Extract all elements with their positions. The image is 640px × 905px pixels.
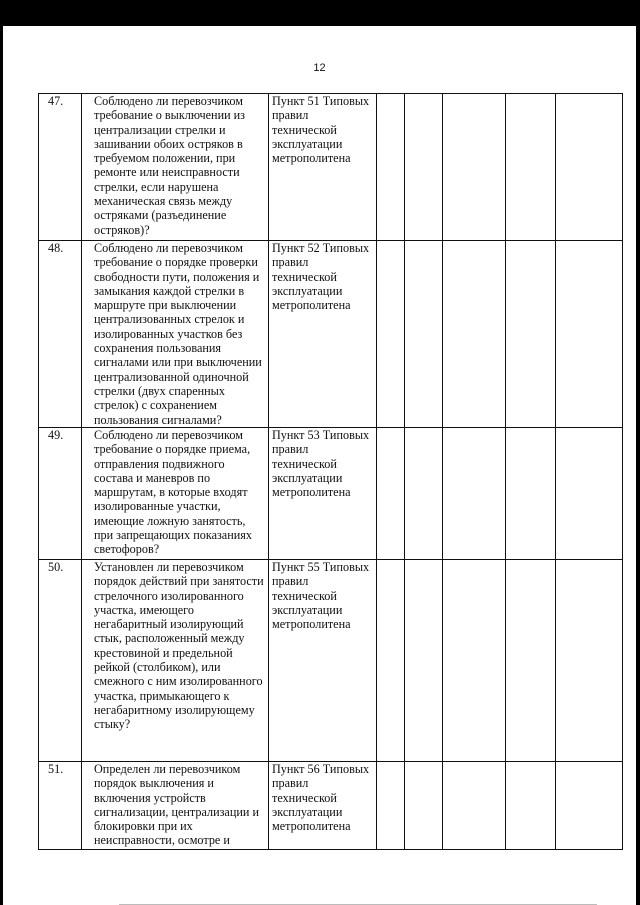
- reference-text: Пункт 55 Типовых правил технической эксплуатации метрополитена: [272, 560, 370, 632]
- answer-cell: [443, 94, 506, 241]
- answer-cell: [556, 94, 623, 241]
- answer-cell: [377, 428, 405, 560]
- row-number-cell: [39, 241, 82, 428]
- reference-cell: [269, 241, 377, 428]
- answer-cell: [556, 241, 623, 428]
- answer-cell: [506, 762, 556, 850]
- document-page: [3, 26, 636, 905]
- answer-cell: [556, 560, 623, 762]
- question-cell: [82, 762, 269, 850]
- answer-cell: [506, 94, 556, 241]
- answer-cell: [443, 428, 506, 560]
- row-number: 51.: [48, 762, 64, 776]
- answer-cell: [443, 762, 506, 850]
- question-cell: [82, 560, 269, 762]
- table-row: [39, 560, 623, 762]
- answer-cell: [405, 94, 443, 241]
- checklist-table: [38, 93, 623, 850]
- question-cell: [82, 94, 269, 241]
- table-row: [39, 241, 623, 428]
- answer-cell: [443, 241, 506, 428]
- table-row: [39, 428, 623, 560]
- question-text: Определен ли перевозчиком порядок выключения и включения устройств сигнализации, централизации и блокировки при их неисправности, осмотре и: [94, 762, 259, 848]
- row-number-cell: [39, 94, 82, 241]
- page-number: 12: [313, 62, 326, 74]
- row-number-cell: [39, 428, 82, 560]
- question-text: Соблюдено ли перевозчиком требование о выключении из централизации стрелки и зашивании обоих остряков в требуемом положении, при ремонте или неисправности стрелки, если нарушена механическая связь между остряками (разъединение остряков)?: [94, 94, 245, 237]
- table-row: [39, 762, 623, 850]
- answer-cell: [506, 560, 556, 762]
- reference-text: Пункт 51 Типовых правил технической эксплуатации метрополитена: [272, 94, 370, 166]
- question-cell: [82, 428, 269, 560]
- answer-cell: [443, 560, 506, 762]
- reference-cell: [269, 762, 377, 850]
- row-number-cell: [39, 560, 82, 762]
- row-number: 47.: [48, 94, 64, 108]
- row-number-cell: [39, 762, 82, 850]
- answer-cell: [405, 762, 443, 850]
- row-number: 50.: [48, 560, 64, 574]
- question-cell: [82, 241, 269, 428]
- question-text: Соблюдено ли перевозчиком требование о порядке проверки свободности пути, положения и замыкания каждой стрелки в маршруте при выключении централизованных стрелок и изолированных участков без сохранения пользования сигналами или при выключении централизованной одиночной стрелки (двух спаренных стрелок) с сохранением пользования сигналами?: [94, 241, 262, 427]
- question-text: Установлен ли перевозчиком порядок действий при занятости стрелочного изолированного участка, имеющего негабаритный изолирующий стык, расположенный между крестовиной и предельной рейкой (столбиком), или смежного с ним изолированного участка, примыкающего к негабаритному изолирующему стыку?: [94, 560, 264, 732]
- answer-cell: [405, 428, 443, 560]
- reference-text: Пункт 53 Типовых правил технической эксплуатации метрополитена: [272, 428, 370, 500]
- row-number: 49.: [48, 428, 64, 442]
- table-row: [39, 94, 623, 241]
- row-number: 48.: [48, 241, 64, 255]
- answer-cell: [377, 762, 405, 850]
- answer-cell: [377, 241, 405, 428]
- answer-cell: [556, 428, 623, 560]
- answer-cell: [506, 428, 556, 560]
- question-text: Соблюдено ли перевозчиком требование о порядке приема, отправления подвижного состава и маневров по маршрутам, в которые входят изолированные участки, имеющие ложную занятость, при запрещающих показаниях светофоров?: [94, 428, 252, 557]
- reference-cell: [269, 94, 377, 241]
- answer-cell: [377, 94, 405, 241]
- reference-text: Пункт 52 Типовых правил технической эксплуатации метрополитена: [272, 241, 370, 313]
- reference-text: Пункт 56 Типовых правил технической эксплуатации метрополитена: [272, 762, 370, 834]
- answer-cell: [556, 762, 623, 850]
- answer-cell: [506, 241, 556, 428]
- reference-cell: [269, 560, 377, 762]
- answer-cell: [405, 560, 443, 762]
- answer-cell: [405, 241, 443, 428]
- reference-cell: [269, 428, 377, 560]
- answer-cell: [377, 560, 405, 762]
